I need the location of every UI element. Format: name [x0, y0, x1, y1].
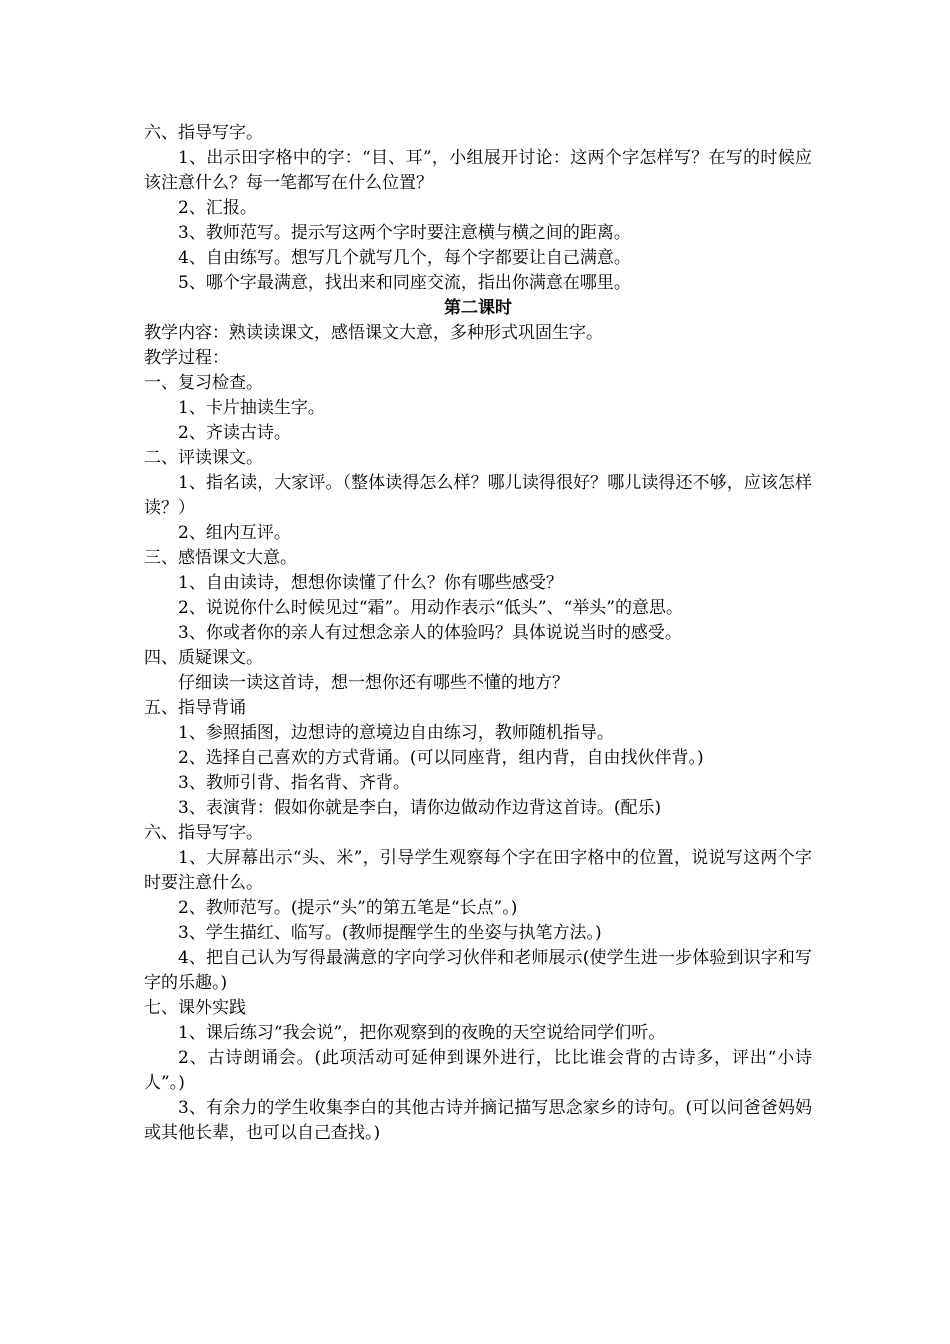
section-heading: 五、指导背诵 — [144, 698, 246, 718]
section-heading: 六、指导写字。 — [144, 823, 263, 843]
paragraph: 5、哪个字最满意，找出来和同座交流，指出你满意在哪里。 — [178, 273, 631, 293]
paragraph: 3、教师引背、指名背、齐背。 — [178, 773, 410, 793]
paragraph: 2、汇报。 — [178, 198, 257, 218]
section-heading: 六、指导写字。 — [144, 123, 263, 143]
paragraph: 1、大屏幕出示“头、米”，引导学生观察每个字在田字格中的位置，说说写这两个字时要注意什么。 — [144, 848, 812, 893]
paragraph: 2、组内互评。 — [178, 523, 291, 543]
paragraph: 3、学生描红、临写。(教师提醒学生的坐姿与执笔方法。) — [178, 923, 602, 943]
paragraph: 1、参照插图，边想诗的意境边自由练习，教师随机指导。 — [178, 723, 614, 743]
teaching-content: 教学内容：熟读读课文，感悟课文大意，多种形式巩固生字。 — [144, 323, 603, 343]
section-heading: 七、课外实践 — [144, 998, 246, 1018]
section-heading: 一、复习检查。 — [144, 373, 263, 393]
paragraph: 1、卡片抽读生字。 — [178, 398, 325, 418]
paragraph: 1、出示田字格中的字：“目、耳”，小组展开讨论：这两个字怎样写？在写的时候应该注意什么？每一笔都写在什么位置？ — [144, 148, 812, 193]
lesson-title: 第二课时 — [444, 298, 512, 318]
paragraph: 2、齐读古诗。 — [178, 423, 291, 443]
paragraph: 2、教师范写。(提示“头”的第五笔是“长点”。) — [178, 898, 518, 918]
paragraph: 仔细读一读这首诗，想一想你还有哪些不懂的地方？ — [178, 673, 569, 693]
paragraph: 3、表演背：假如你就是李白，请你边做动作边背这首诗。(配乐) — [178, 798, 662, 818]
section-heading: 二、评读课文。 — [144, 448, 263, 468]
paragraph: 3、有余力的学生收集李白的其他古诗并摘记描写思念家乡的诗句。(可以问爸爸妈妈或其他长辈，也可以自己查找。) — [144, 1098, 812, 1143]
paragraph: 4、自由练写。想写几个就写几个，每个字都要让自己满意。 — [178, 248, 631, 268]
paragraph: 3、教师范写。提示写这两个字时要注意横与横之间的距离。 — [178, 223, 631, 243]
teaching-process-label: 教学过程： — [144, 348, 229, 368]
paragraph: 1、指名读，大家评。（整体读得怎么样？哪儿读得很好？哪儿读得还不够，应该怎样读？） — [144, 473, 812, 518]
paragraph: 3、你或者你的亲人有过想念亲人的体验吗？具体说说当时的感受。 — [178, 623, 682, 643]
document-page — [144, 121, 812, 1146]
paragraph: 2、选择自己喜欢的方式背诵。(可以同座背，组内背，自由找伙伴背。) — [178, 748, 704, 768]
paragraph: 2、说说你什么时候见过“霜”。用动作表示“低头”、“举头”的意思。 — [178, 598, 683, 618]
paragraph: 4、把自己认为写得最满意的字向学习伙伴和老师展示(使学生进一步体验到识字和写字的乐趣。) — [144, 948, 812, 993]
paragraph: 2、古诗朗诵会。(此项活动可延伸到课外进行，比比谁会背的古诗多，评出“小诗人”。) — [144, 1048, 812, 1093]
section-heading: 三、感悟课文大意。 — [144, 548, 297, 568]
paragraph: 1、课后练习“我会说”，把你观察到的夜晚的天空说给同学们听。 — [178, 1023, 666, 1043]
section-heading: 四、质疑课文。 — [144, 648, 263, 668]
paragraph: 1、自由读诗，想想你读懂了什么？你有哪些感受？ — [178, 573, 563, 593]
